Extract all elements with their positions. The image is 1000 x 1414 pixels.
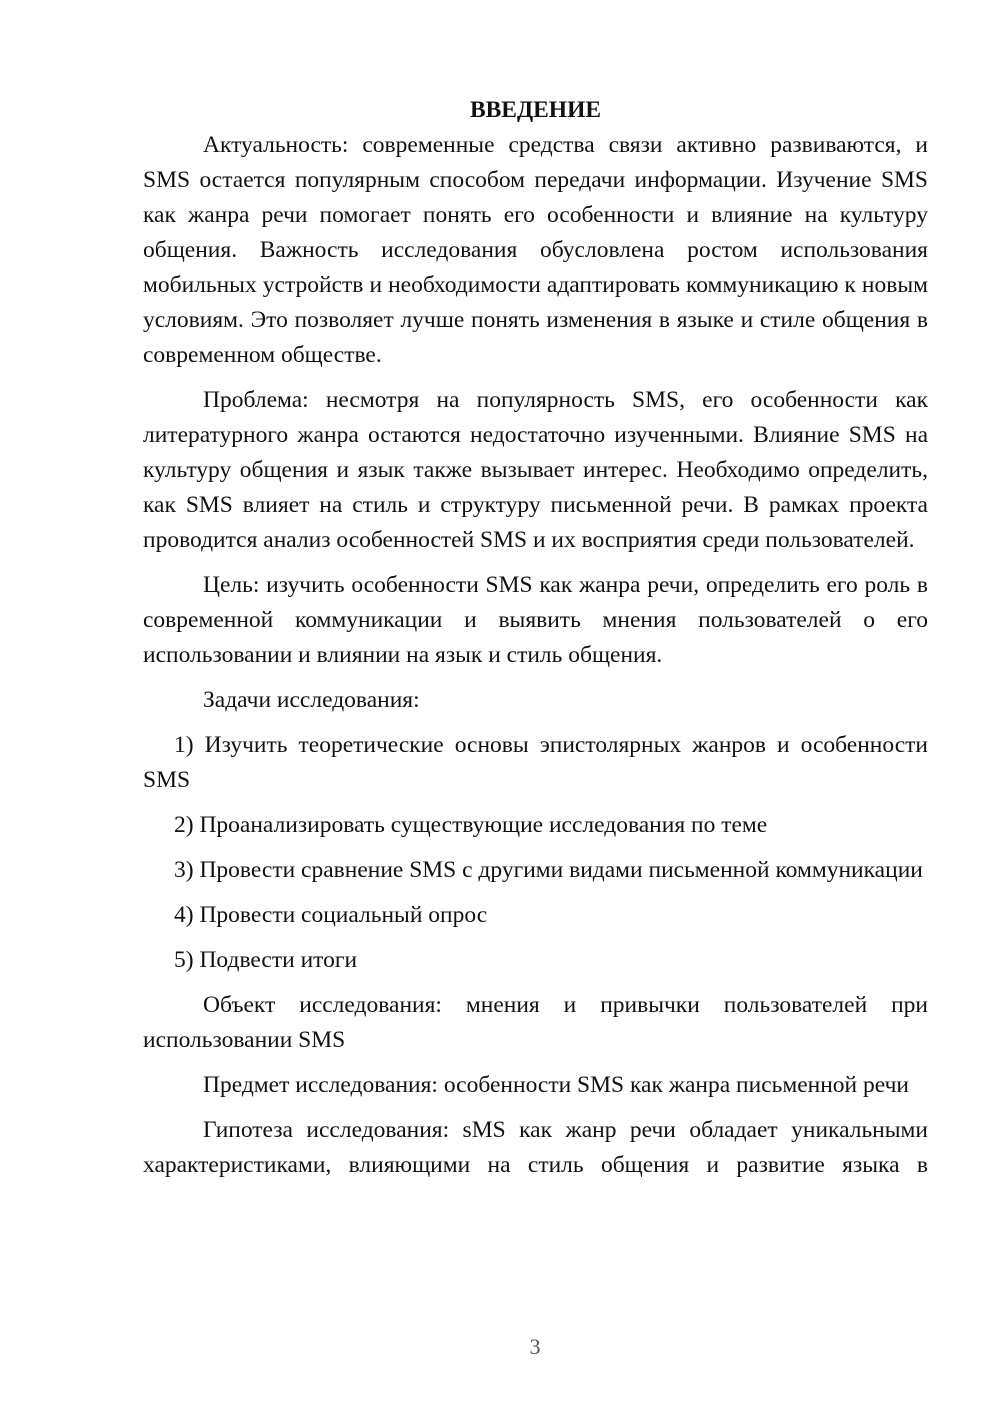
- task-item-4: 4) Провести социальный опрос: [174, 902, 488, 928]
- task-item-1: 1) Изучить теоретические основы эпистолярных жанров и особенности SMS: [143, 732, 928, 793]
- tasks-heading: Задачи исследования:: [203, 687, 420, 713]
- page-title: ВВЕДЕНИЕ: [469, 97, 602, 123]
- paragraph-object: Объект исследования: мнения и привычки пользователей при использовании SMS: [143, 992, 928, 1053]
- task-item-3: 3) Провести сравнение SMS с другими видами письменной коммуникации: [174, 857, 923, 883]
- page-content: [143, 93, 928, 1183]
- task-item-2: 2) Проанализировать существующие исследования по теме: [174, 812, 768, 838]
- paragraph-subject: Предмет исследования: особенности SMS как жанра письменной речи: [203, 1072, 909, 1098]
- paragraph-goal: Цель: изучить особенности SMS как жанра речи, определить его роль в современной коммуникации и выявить мнения пользователей о его использовании и влиянии на язык и стиль общения.: [143, 572, 928, 668]
- task-item-5: 5) Подвести итоги: [174, 947, 358, 973]
- paragraph-relevance: Актуальность: современные средства связи активно развиваются, и SMS остается популярным способом передачи информации. Изучение SMS как жанра речи помогает понять его особенности и влияние на культуру общения. Важность исследования обусловлена ростом использования мобильных устройств и необходимости адаптировать коммуникацию к новым условиям. Это позволяет лучше понять изменения в языке и стиле общения в современном обществе.: [143, 132, 928, 368]
- paragraph-hypothesis: Гипотеза исследования: sMS как жанр речи обладает уникальными характеристиками, влияющими на стиль общения и развитие языка в: [143, 1117, 928, 1178]
- paragraph-problem: Проблема: несмотря на популярность SMS, его особенности как литературного жанра остаются недостаточно изученными. Влияние SMS на культуру общения и язык также вызывает интерес. Необходимо определить, как SMS влияет на стиль и структуру письменной речи. В рамках проекта проводится анализ особенностей SMS и их восприятия среди пользователей.: [143, 387, 928, 553]
- page-number: 3: [529, 1334, 541, 1359]
